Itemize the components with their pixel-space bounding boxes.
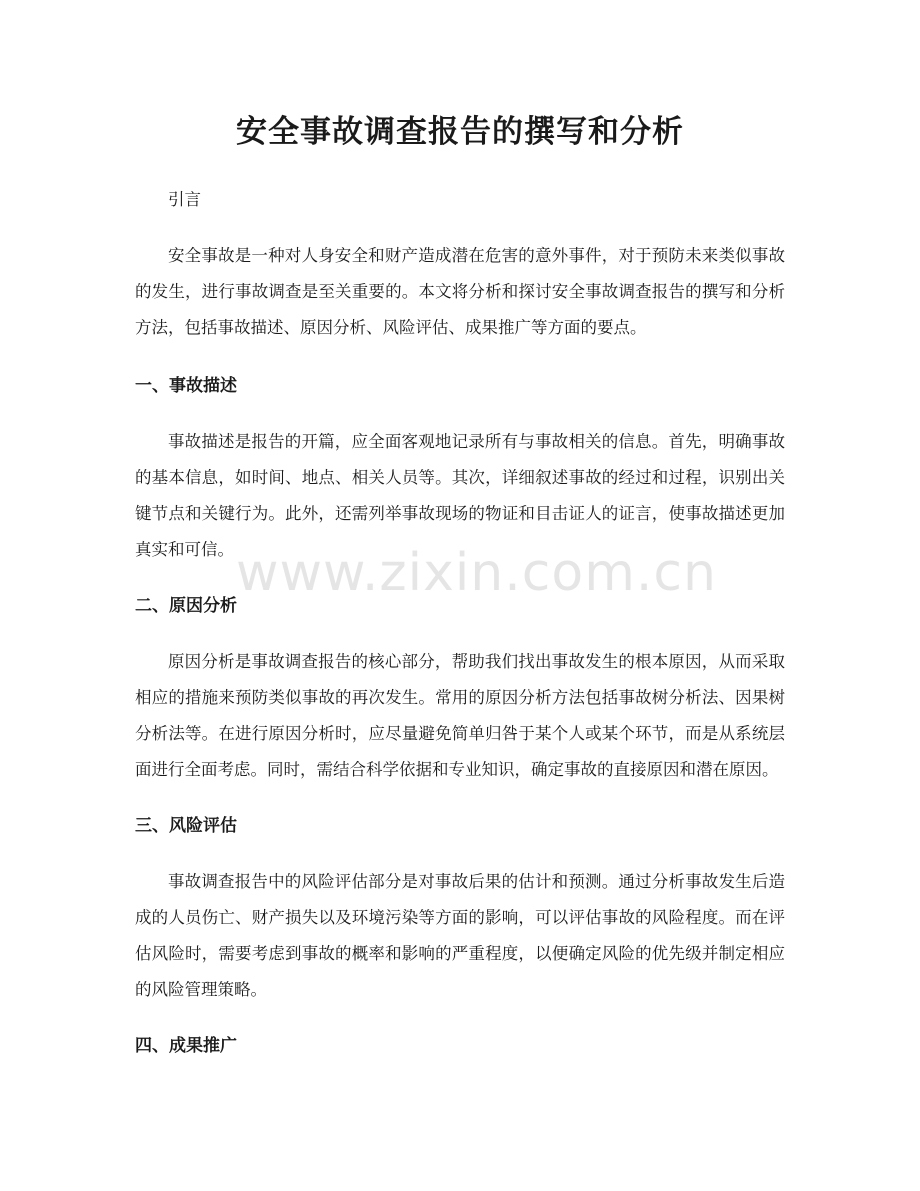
intro-label: 引言 [168,190,201,209]
watermark-text: www.zixin.com.cn [236,543,717,603]
section-heading-risk-assessment: 三、风险评估 [135,816,237,836]
section-paragraph-cause-analysis: 原因分析是事故调查报告的核心部分，帮助我们找出事故发生的根本原因，从而采取相应的措施来预防类似事故的再次发生。常用的原因分析方法包括事故树分析法、因果树分析法等。在进行原因分析时，应尽量避免简单归咎于某个人或某个环节，而是从系统层面进行全面考虑。同时，需结合科学依据和专业知识，确定事故的直接原因和潜在原因。 [135,652,785,779]
document-title: 安全事故调查报告的撰写和分析 [236,114,684,150]
intro-paragraph: 安全事故是一种对人身安全和财产造成潜在危害的意外事件，对于预防未来类似事故的发生，进行事故调查是至关重要的。本文将分析和探讨安全事故调查报告的撰写和分析方法，包括事故描述、原因分析、风险评估、成果推广等方面的要点。 [135,246,785,337]
section-paragraph-accident-description: 事故描述是报告的开篇，应全面客观地记录所有与事故相关的信息。首先，明确事故的基本信息，如时间、地点、相关人员等。其次，详细叙述事故的经过和过程，识别出关键节点和关键行为。此外，还需列举事故现场的物证和目击证人的证言，使事故描述更加真实和可信。 [135,432,785,559]
section-paragraph-risk-assessment: 事故调查报告中的风险评估部分是对事故后果的估计和预测。通过分析事故发生后造成的人员伤亡、财产损失以及环境污染等方面的影响，可以评估事故的风险程度。而在评估风险时，需要考虑到事故的概率和影响的严重程度，以便确定风险的优先级并制定相应的风险管理策略。 [135,872,785,999]
section-heading-results-promotion: 四、成果推广 [135,1036,237,1056]
section-heading-accident-description: 一、事故描述 [135,376,237,396]
section-heading-cause-analysis: 二、原因分析 [135,596,237,616]
document-body [135,182,785,1064]
